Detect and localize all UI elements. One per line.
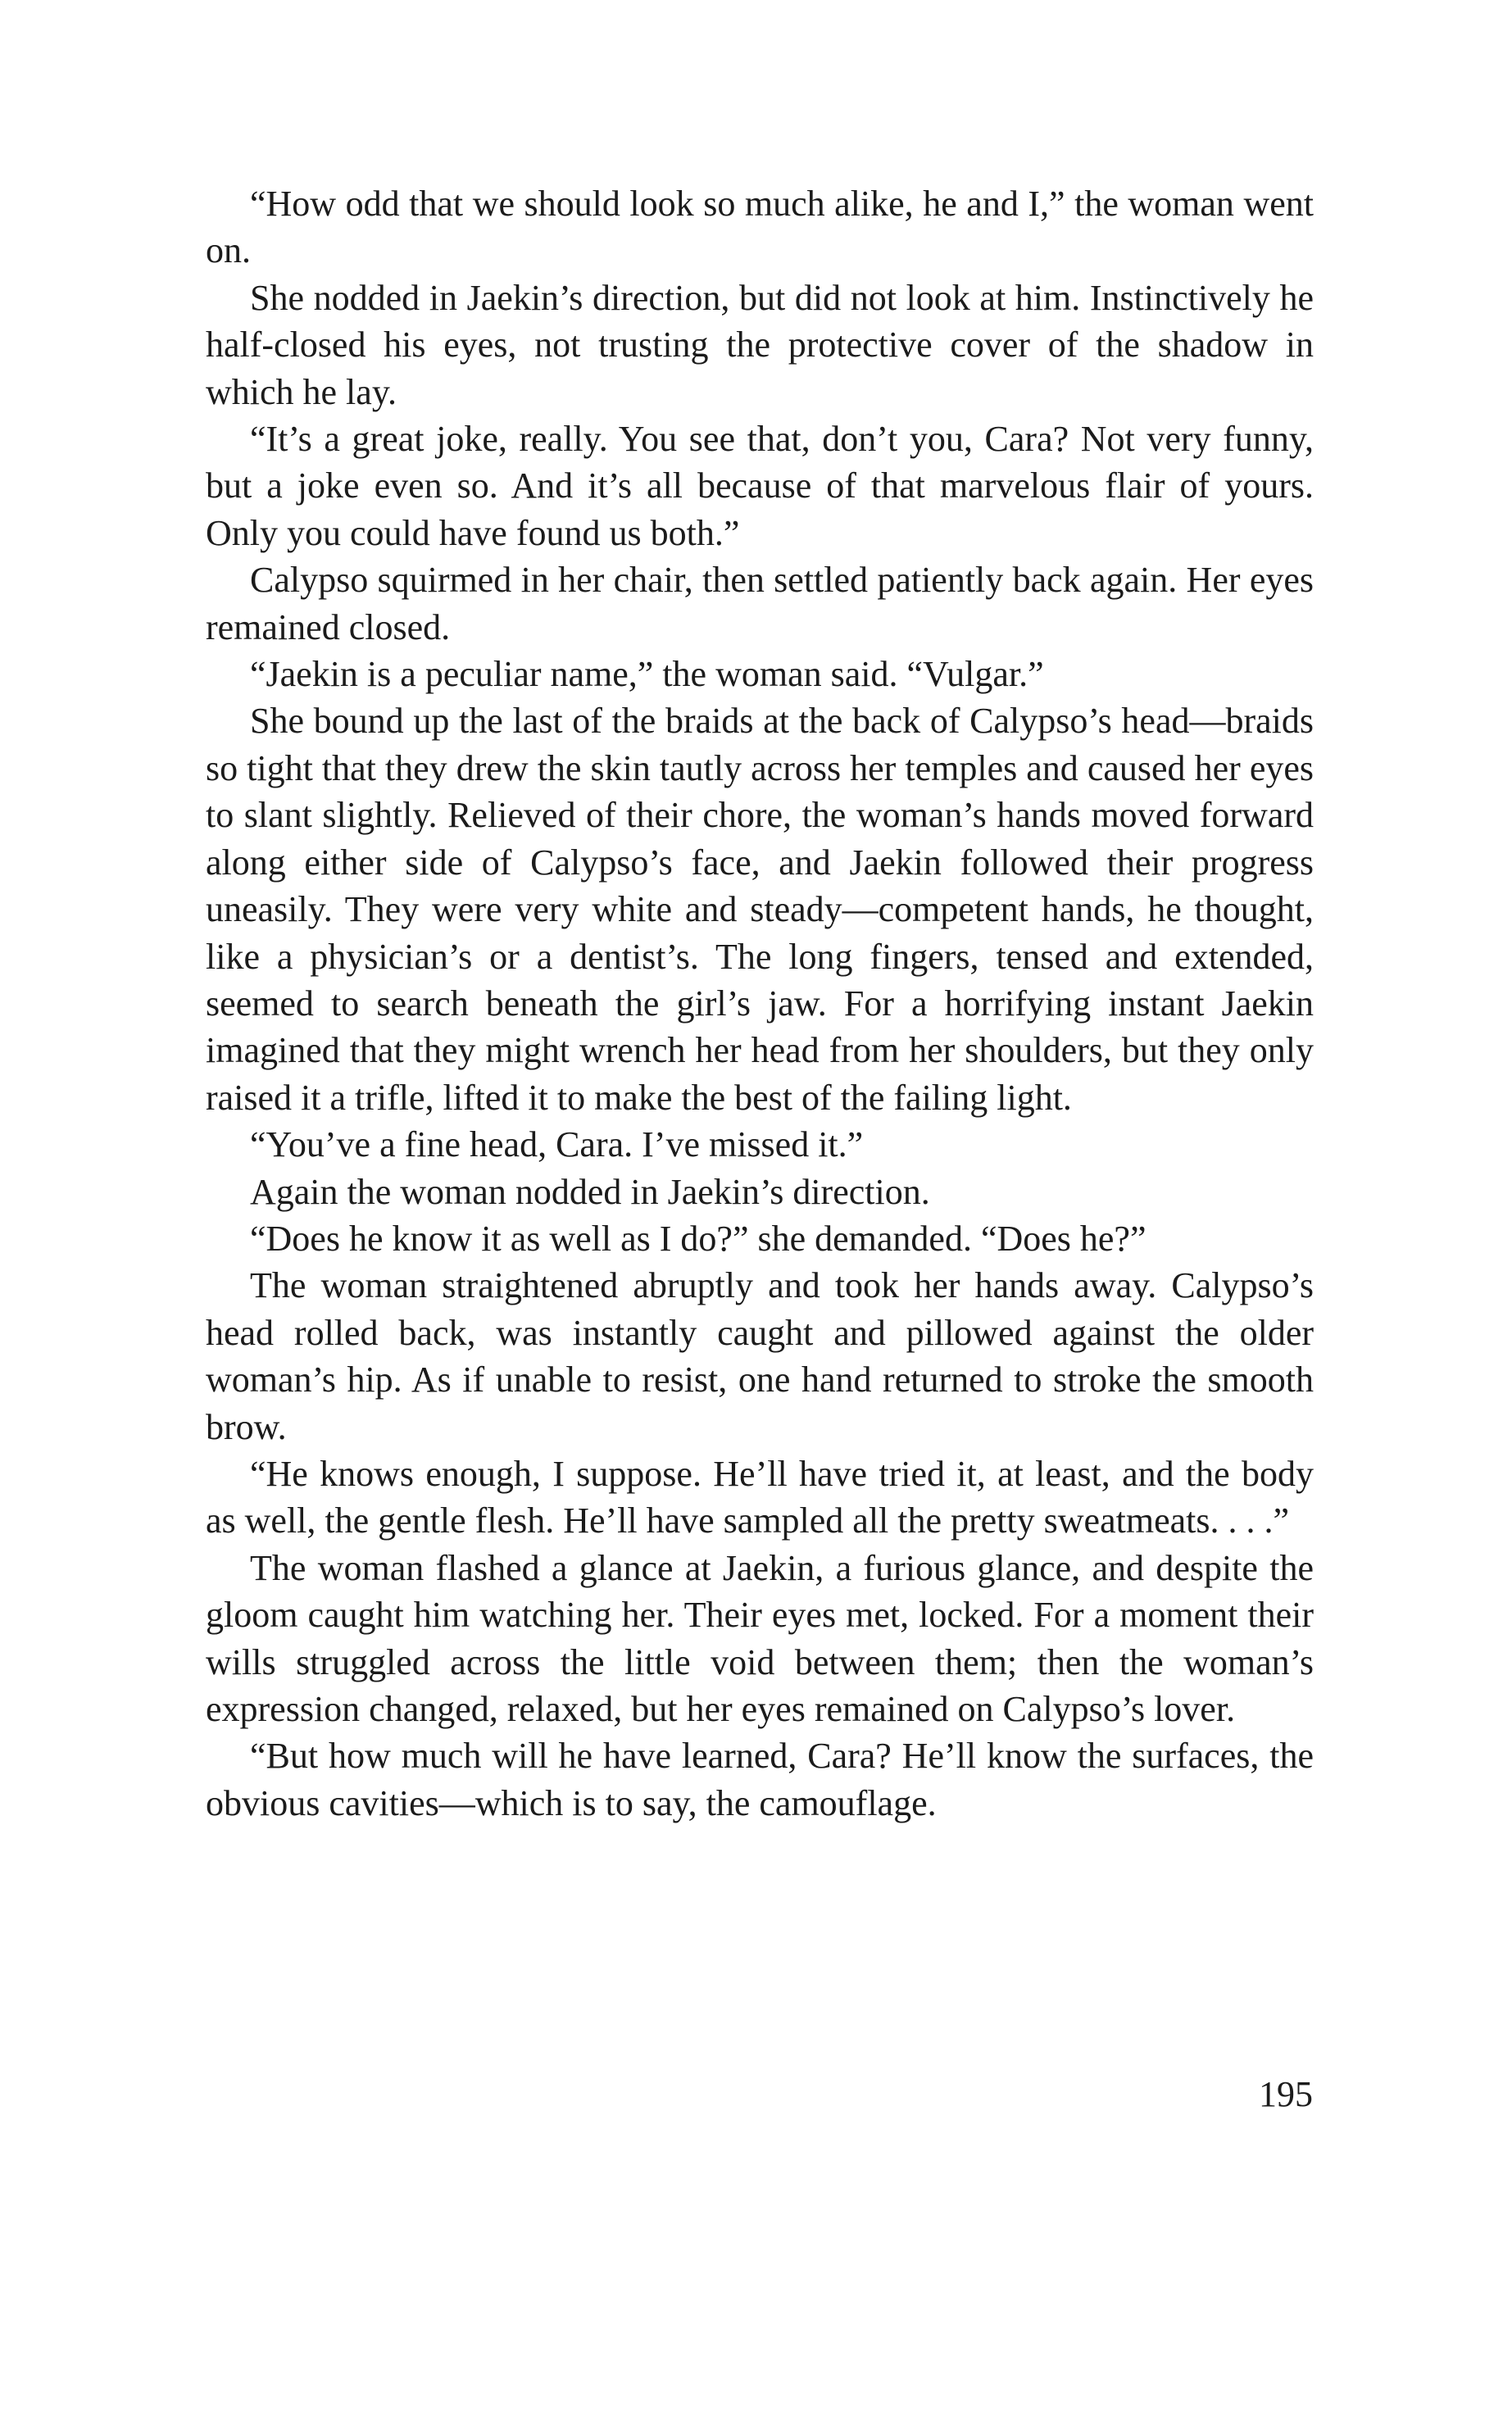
paragraph: She nodded in Jaekin’s direction, but did not look at him. Instinctively he half-closed his eyes, not trusting the protective cover of the shadow in which he lay. (206, 277, 1314, 412)
paragraph: Calypso squirmed in her chair, then settled patiently back again. Her eyes remained closed. (206, 560, 1314, 647)
paragraph: “He knows enough, I suppose. He’ll have tried it, at least, and the body as well, the gentle flesh. He’ll have sampled all the pretty sweatmeats. . . .” (206, 1453, 1314, 1541)
paragraph: The woman flashed a glance at Jaekin, a furious glance, and despite the gloom caught him watching her. Their eyes met, locked. For a moment their wills struggled across the little void between them; then the woman’s expression changed, relaxed, but her eyes remained on Calypso’s lover. (206, 1547, 1314, 1729)
paragraph: “You’ve a fine head, Cara. I’ve missed it.” (250, 1124, 864, 1165)
paragraph: “Jaekin is a peculiar name,” the woman said. “Vulgar.” (250, 654, 1044, 695)
paragraph: Again the woman nodded in Jaekin’s direction. (250, 1171, 930, 1212)
paragraph: “It’s a great joke, really. You see that, don’t you, Cara? Not very funny, but a joke even so. And it’s all because of that marvelous flair of yours. Only you could have found us both.” (206, 419, 1314, 553)
paragraph: The woman straightened abruptly and took her hands away. Calypso’s head rolled back, was instantly caught and pillowed against the older woman’s hip. As if unable to resist, one hand returned to stroke the smooth brow. (206, 1265, 1314, 1447)
paragraph: “Does he know it as well as I do?” she demanded. “Does he?” (250, 1218, 1146, 1259)
paragraph: She bound up the last of the braids at the back of Calypso’s head—braids so tight that they drew the skin tautly across her temples and caused her eyes to slant slightly. Relieved of their chore, the woman’s hands moved forward along either side of Calypso’s face, and Jaekin followed their progress uneasily. They were very white and steady—competent hands, he thought, like a physician’s or a dentist’s. The long fingers, tensed and extended, seemed to search beneath the girl’s jaw. For a horrifying instant Jaekin imagined that they might wrench her head from her shoulders, but they only raised it a trifle, lifted it to make the best of the failing light. (206, 701, 1314, 1118)
paragraph: “How odd that we should look so much alike, he and I,” the woman went on. (206, 184, 1314, 271)
page-text (206, 180, 1314, 1827)
page-number: 195 (1259, 2074, 1313, 2114)
paragraph: “But how much will he have learned, Cara? He’ll know the surfaces, the obvious cavities—which is to say, the camouflage. (206, 1736, 1314, 1823)
